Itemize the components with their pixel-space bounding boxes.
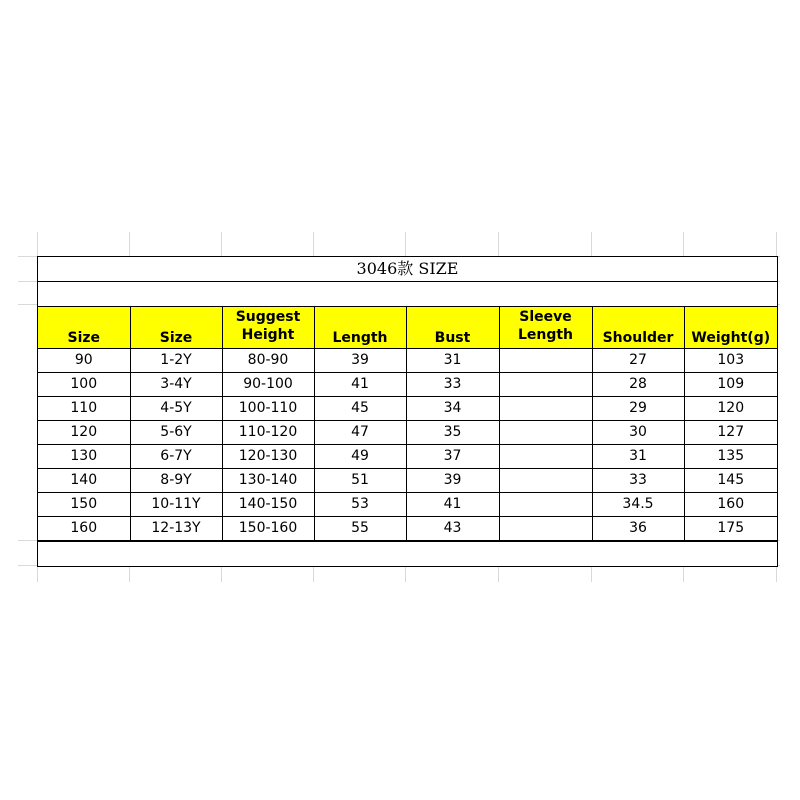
- cell-length: 51: [314, 469, 406, 493]
- cell-sleeve: [499, 469, 592, 493]
- cell-shoulder: 31: [592, 445, 684, 469]
- table-row: [38, 445, 777, 469]
- header-size-age: Size: [130, 307, 222, 349]
- cell-weight: 109: [684, 373, 777, 397]
- header-length: Length: [314, 307, 406, 349]
- header-row: [38, 307, 777, 349]
- cell-bust: 43: [406, 517, 499, 541]
- cell-length: 45: [314, 397, 406, 421]
- cell-shoulder: 27: [592, 349, 684, 373]
- cell-height: 140-150: [222, 493, 314, 517]
- cell-length: 55: [314, 517, 406, 541]
- cell-age: 6-7Y: [130, 445, 222, 469]
- blank-row: [38, 282, 777, 307]
- cell-size: 100: [38, 373, 130, 397]
- header-size-cm: Size: [38, 307, 130, 349]
- cell-sleeve: [499, 493, 592, 517]
- cell-size: 120: [38, 421, 130, 445]
- cell-bust: 35: [406, 421, 499, 445]
- cell-sleeve: [499, 517, 592, 541]
- blank-footer-row: [38, 541, 777, 566]
- cell-weight: 103: [684, 349, 777, 373]
- cell-size: 160: [38, 517, 130, 541]
- cell-bust: 39: [406, 469, 499, 493]
- cell-bust: 31: [406, 349, 499, 373]
- cell-shoulder: 30: [592, 421, 684, 445]
- cell-weight: 160: [684, 493, 777, 517]
- cell-length: 47: [314, 421, 406, 445]
- cell-length: 49: [314, 445, 406, 469]
- table-row: [38, 493, 777, 517]
- cell-size: 90: [38, 349, 130, 373]
- cell-height: 130-140: [222, 469, 314, 493]
- cell-weight: 145: [684, 469, 777, 493]
- cell-size: 150: [38, 493, 130, 517]
- cell-height: 150-160: [222, 517, 314, 541]
- cell-length: 39: [314, 349, 406, 373]
- cell-age: 1-2Y: [130, 349, 222, 373]
- cell-height: 90-100: [222, 373, 314, 397]
- table-row: [38, 373, 777, 397]
- header-bust: Bust: [406, 307, 499, 349]
- cell-sleeve: [499, 349, 592, 373]
- cell-length: 53: [314, 493, 406, 517]
- cell-sleeve: [499, 397, 592, 421]
- table-row: [38, 421, 777, 445]
- table-row: [38, 349, 777, 373]
- cell-height: 80-90: [222, 349, 314, 373]
- table-row: [38, 397, 777, 421]
- cell-height: 120-130: [222, 445, 314, 469]
- cell-shoulder: 29: [592, 397, 684, 421]
- cell-sleeve: [499, 373, 592, 397]
- cell-shoulder: 34.5: [592, 493, 684, 517]
- header-weight: Weight(g): [684, 307, 777, 349]
- cell-height: 100-110: [222, 397, 314, 421]
- cell-height: 110-120: [222, 421, 314, 445]
- cell-shoulder: 33: [592, 469, 684, 493]
- chart-title: 3046款 SIZE: [38, 257, 777, 282]
- header-suggest-height: Suggest Height: [222, 307, 314, 349]
- cell-age: 3-4Y: [130, 373, 222, 397]
- table-row: [38, 517, 777, 541]
- cell-shoulder: 36: [592, 517, 684, 541]
- cell-shoulder: 28: [592, 373, 684, 397]
- cell-bust: 33: [406, 373, 499, 397]
- cell-age: 4-5Y: [130, 397, 222, 421]
- cell-size: 130: [38, 445, 130, 469]
- cell-bust: 41: [406, 493, 499, 517]
- cell-age: 12-13Y: [130, 517, 222, 541]
- cell-age: 10-11Y: [130, 493, 222, 517]
- header-sleeve-length: Sleeve Length: [499, 307, 592, 349]
- cell-weight: 135: [684, 445, 777, 469]
- cell-bust: 34: [406, 397, 499, 421]
- cell-age: 5-6Y: [130, 421, 222, 445]
- cell-length: 41: [314, 373, 406, 397]
- header-shoulder: Shoulder: [592, 307, 684, 349]
- cell-size: 140: [38, 469, 130, 493]
- size-chart: [37, 256, 778, 567]
- cell-weight: 120: [684, 397, 777, 421]
- table-row: [38, 469, 777, 493]
- cell-bust: 37: [406, 445, 499, 469]
- cell-sleeve: [499, 421, 592, 445]
- size-table: [38, 307, 777, 541]
- cell-weight: 175: [684, 517, 777, 541]
- cell-sleeve: [499, 445, 592, 469]
- cell-age: 8-9Y: [130, 469, 222, 493]
- cell-weight: 127: [684, 421, 777, 445]
- cell-size: 110: [38, 397, 130, 421]
